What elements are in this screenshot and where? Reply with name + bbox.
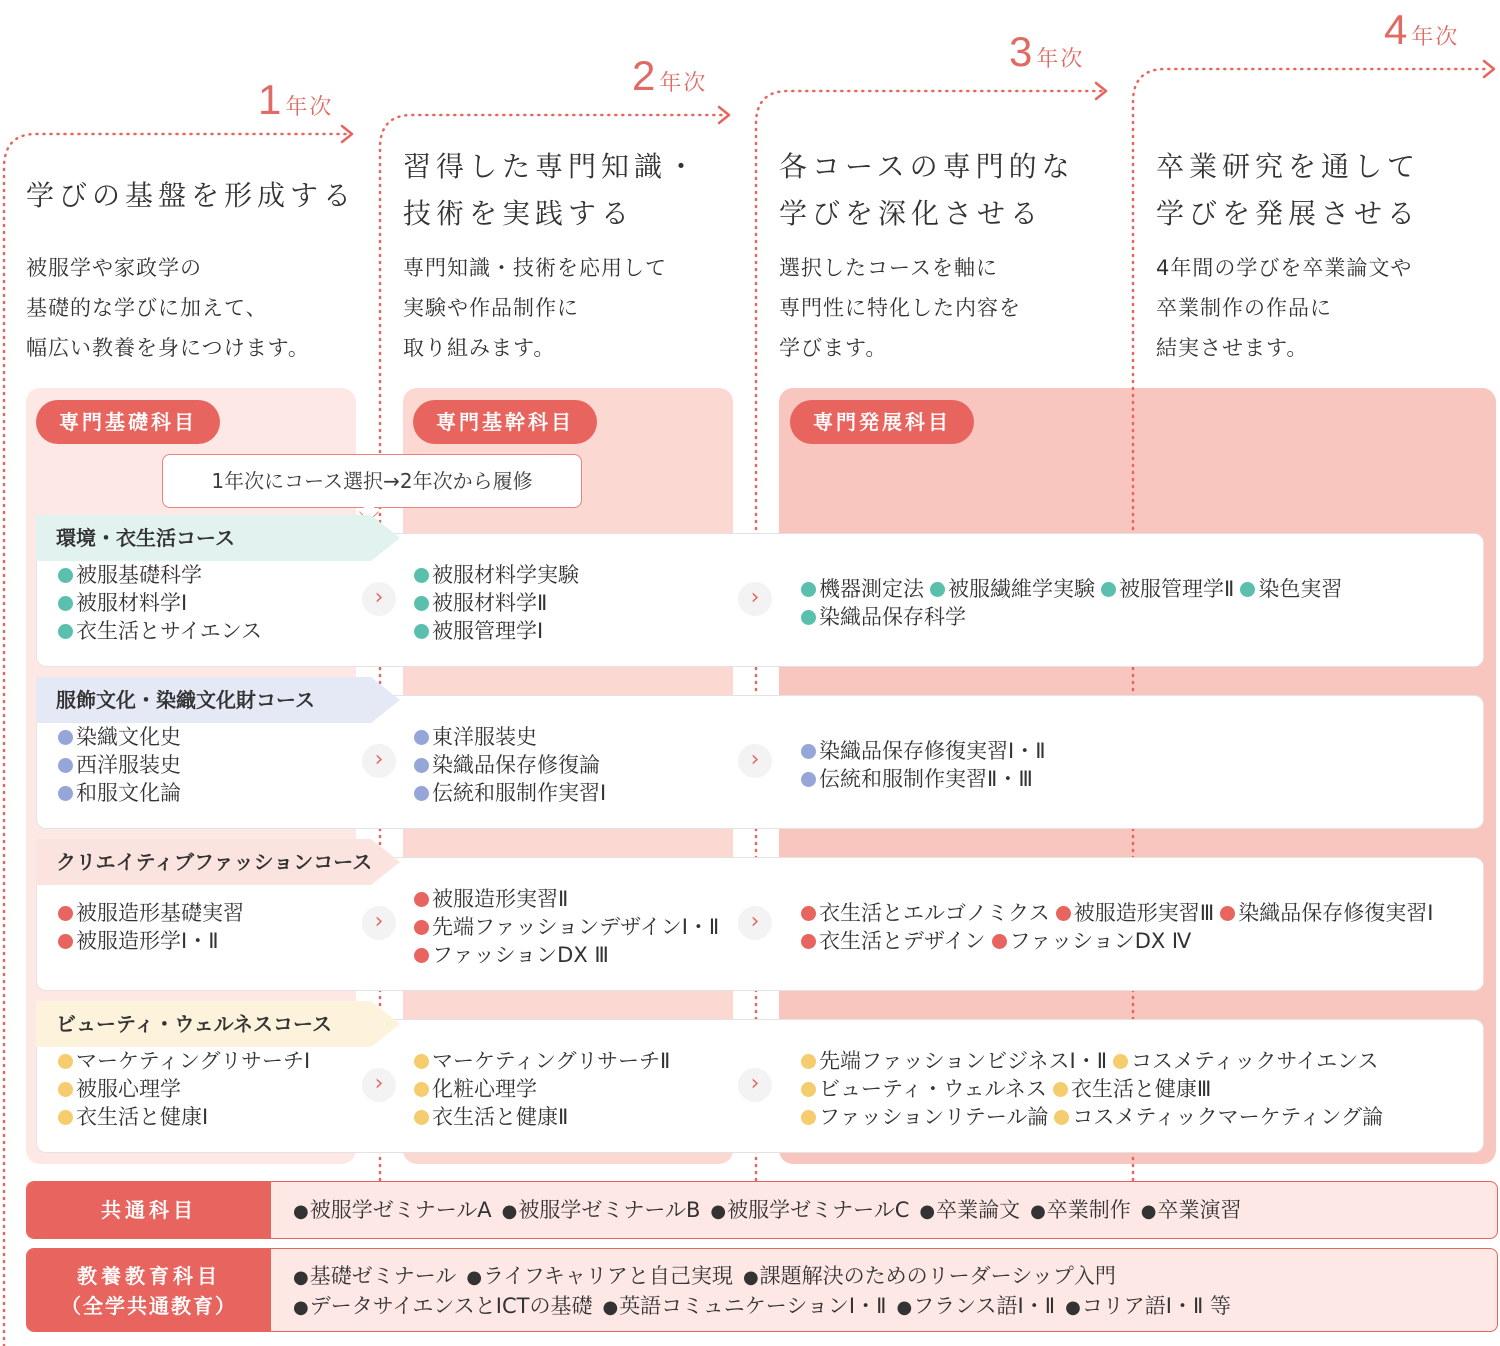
year-3-4-subjects <box>801 899 1439 955</box>
course-subject <box>414 885 719 913</box>
subject-label: 和服文化論 <box>76 781 181 805</box>
bullet-dot-icon: ● <box>742 1267 759 1288</box>
heading-line: 習得した専門知識・ <box>403 150 701 183</box>
course-subject <box>801 767 1033 791</box>
subject-item <box>466 1264 733 1288</box>
subject-label: マーケティングリサーチⅠ <box>76 1049 311 1073</box>
bullet-dot-icon <box>414 1082 429 1097</box>
course-subject <box>58 723 181 751</box>
subject-line <box>801 899 1439 927</box>
year-label-2 <box>632 52 707 100</box>
subject-label: フランス語Ⅰ・Ⅱ <box>913 1294 1056 1318</box>
next-year-arrow-icon: › <box>362 582 396 616</box>
course-subject <box>801 739 1046 763</box>
year-unit: 年次 <box>1036 47 1085 72</box>
subject-label: 被服管理学Ⅰ <box>432 619 544 643</box>
bullet-dot-icon <box>801 772 816 787</box>
subject-item <box>1030 1198 1131 1222</box>
subject-label: 染織品保存修復実習Ⅰ・Ⅱ <box>819 739 1046 763</box>
subject-label: 機器測定法 <box>819 577 924 601</box>
course-subject <box>414 1103 670 1131</box>
desc-line: 取り組みます。 <box>403 336 556 360</box>
subject-line <box>801 575 1348 603</box>
subject-item <box>293 1264 456 1288</box>
year-3-4-subjects <box>801 1047 1389 1131</box>
bullet-dot-icon <box>58 568 73 583</box>
year-2-subjects <box>414 723 606 807</box>
course-subject <box>414 913 719 941</box>
course-subject <box>58 779 181 807</box>
subject-label: 先端ファッションビジネスⅠ・Ⅱ <box>819 1049 1108 1073</box>
common-subjects-list <box>293 1182 1252 1239</box>
subject-item <box>743 1264 1116 1288</box>
common-subjects-label: 共通科目 <box>27 1182 271 1238</box>
heading-line: 学びの基盤を形成する <box>26 179 357 212</box>
stage-2-heading <box>403 143 700 237</box>
course-subject <box>801 1077 1047 1101</box>
subject-label: 西洋服装史 <box>76 753 181 777</box>
next-stage-arrow-icon: › <box>738 1068 772 1102</box>
category-core-pill: 専門基幹科目 <box>413 400 597 444</box>
next-stage-arrow-icon: › <box>738 744 772 778</box>
desc-line: 4年間の学びを卒業論文や <box>1156 256 1413 280</box>
subject-item <box>1065 1294 1231 1318</box>
subject-label: 染色実習 <box>1258 577 1343 601</box>
subject-label: データサイエンスとICTの基礎 <box>309 1294 593 1318</box>
liberal-arts-label <box>27 1249 271 1331</box>
subject-label: 衣生活とサイエンス <box>76 619 263 643</box>
heading-line: 卒業研究を通して <box>1156 150 1421 183</box>
bullet-dot-icon <box>58 934 73 949</box>
course-name: クリエイティブファッションコース <box>56 850 373 874</box>
course-name: 服飾文化・染織文化財コース <box>56 688 315 712</box>
subject-label: 基礎ゼミナール <box>309 1264 457 1288</box>
bullet-dot-icon <box>58 596 73 611</box>
subject-label: 被服材料学Ⅱ <box>432 591 548 615</box>
bullet-dot-icon: ● <box>1030 1201 1046 1222</box>
bullet-dot-icon <box>414 730 429 745</box>
subject-item <box>1141 1198 1242 1222</box>
bullet-dot-icon <box>414 1054 429 1069</box>
subject-label: コリア語Ⅰ・Ⅱ 等 <box>1081 1294 1232 1318</box>
subject-label: 衣生活と健康Ⅰ <box>76 1105 209 1129</box>
year-number: 4 <box>1384 6 1408 53</box>
bullet-dot-icon <box>414 624 429 639</box>
bullet-dot-icon: ● <box>293 1201 309 1222</box>
bullet-dot-icon: ● <box>919 1201 936 1222</box>
subject-item <box>293 1198 492 1222</box>
course-subject <box>58 751 181 779</box>
course-subject <box>58 589 262 617</box>
bullet-dot-icon <box>1240 582 1255 597</box>
subject-label: 染織品保存修復実習Ⅰ <box>1238 901 1434 925</box>
bullet-dot-icon <box>1054 1110 1069 1125</box>
next-stage-arrow-icon: › <box>738 582 772 616</box>
bullet-dot-icon <box>58 1110 73 1125</box>
course-subject <box>414 779 606 807</box>
course-subject <box>58 1047 310 1075</box>
year-3-4-subjects <box>801 737 1052 793</box>
year-1-subjects <box>58 723 181 807</box>
bullet-dot-icon <box>414 920 429 935</box>
subject-item <box>502 1198 701 1222</box>
course-row <box>36 515 1484 667</box>
subject-label: 染織品保存科学 <box>819 605 966 629</box>
course-row <box>36 839 1484 991</box>
heading-line: 技術を実践する <box>403 197 635 230</box>
bullet-dot-icon <box>801 610 816 625</box>
subject-label: 東洋服装史 <box>432 725 537 749</box>
desc-line: 被服学や家政学の <box>26 256 202 280</box>
bullet-dot-icon <box>58 624 73 639</box>
bullet-dot-icon: ● <box>293 1267 309 1288</box>
desc-line: 卒業制作の作品に <box>1156 296 1332 320</box>
year-1-subjects <box>58 899 244 955</box>
subject-label: 被服基礎科学 <box>76 563 202 587</box>
next-stage-arrow-icon: › <box>738 906 772 940</box>
year-label-1 <box>258 76 333 124</box>
year-1-subjects <box>58 1047 310 1131</box>
desc-line: 選択したコースを軸に <box>779 256 998 280</box>
subject-label: 被服管理学Ⅱ <box>1119 577 1235 601</box>
course-subject <box>414 589 579 617</box>
course-subject <box>414 561 579 589</box>
liberal-arts-label-line: （全学共通教育） <box>61 1294 237 1318</box>
desc-line: 専門性に特化した内容を <box>779 296 1021 320</box>
bullet-dot-icon <box>930 582 945 597</box>
course-subject <box>1054 1105 1383 1129</box>
course-subject <box>58 561 262 589</box>
course-subject <box>992 929 1192 953</box>
desc-line: 学びます。 <box>779 336 888 360</box>
bullet-dot-icon <box>414 568 429 583</box>
stage-4-description <box>1156 248 1412 368</box>
subject-line <box>801 1047 1389 1075</box>
bullet-dot-icon <box>801 934 816 949</box>
subject-label: 被服学ゼミナールA <box>309 1198 492 1222</box>
subject-label: ライフキャリアと自己実現 <box>483 1264 733 1288</box>
stage-2-description <box>403 248 667 368</box>
bullet-dot-icon <box>414 596 429 611</box>
bullet-dot-icon <box>801 744 816 759</box>
bullet-dot-icon <box>1053 1082 1068 1097</box>
course-subject <box>58 927 244 955</box>
category-foundation-pill: 専門基礎科目 <box>36 400 220 444</box>
subject-line <box>293 1292 1241 1322</box>
subject-item <box>919 1198 1020 1222</box>
bullet-dot-icon: ● <box>896 1297 913 1318</box>
subject-label: 先端ファッションデザインⅠ・Ⅱ <box>432 915 720 939</box>
subject-item <box>293 1294 592 1318</box>
course-subject <box>414 941 719 969</box>
course-row <box>36 1001 1484 1153</box>
next-year-arrow-icon: › <box>362 744 396 778</box>
stage-3-description <box>779 248 1021 368</box>
bullet-dot-icon <box>414 758 429 773</box>
course-subject <box>930 577 1095 601</box>
year-1-subjects <box>58 561 262 645</box>
course-row <box>36 677 1484 829</box>
bullet-dot-icon <box>992 934 1007 949</box>
subject-label: ファッションDX Ⅳ <box>1009 929 1192 953</box>
bullet-dot-icon: ● <box>602 1297 619 1318</box>
stage-4-heading <box>1156 143 1420 237</box>
bullet-dot-icon <box>414 1110 429 1125</box>
desc-line: 実験や作品制作に <box>403 296 579 320</box>
bullet-dot-icon <box>801 906 816 921</box>
subject-label: 被服材料学実験 <box>432 563 579 587</box>
course-subject <box>58 1075 310 1103</box>
heading-line: 学びを深化させる <box>779 197 1044 230</box>
course-name: ビューティ・ウェルネスコース <box>56 1012 332 1036</box>
liberal-arts-band <box>26 1248 1498 1332</box>
course-subject <box>801 929 986 953</box>
course-subject <box>801 577 924 601</box>
subject-label: ファッションDX Ⅲ <box>432 943 609 967</box>
year-number: 3 <box>1009 28 1033 75</box>
subject-label: マーケティングリサーチⅡ <box>432 1049 671 1073</box>
subject-label: 染織文化史 <box>76 725 181 749</box>
bullet-dot-icon: ● <box>710 1201 727 1222</box>
course-subject <box>801 1049 1107 1073</box>
course-subject <box>1056 901 1214 925</box>
subject-label: 被服材料学Ⅰ <box>76 591 188 615</box>
subject-label: 被服学ゼミナールC <box>727 1198 910 1222</box>
year-label-3 <box>1009 28 1084 76</box>
bullet-dot-icon <box>58 1054 73 1069</box>
bullet-dot-icon <box>1101 582 1116 597</box>
course-subject <box>414 617 579 645</box>
course-subject <box>414 1047 670 1075</box>
subject-label: 被服学ゼミナールB <box>518 1198 701 1222</box>
year-2-subjects <box>414 561 579 645</box>
year-2-subjects <box>414 885 719 969</box>
bullet-dot-icon <box>801 1082 816 1097</box>
course-name: 環境・衣生活コース <box>56 526 235 550</box>
subject-label: 卒業制作 <box>1046 1198 1131 1222</box>
subject-label: コスメティックマーケティング論 <box>1072 1105 1384 1129</box>
bullet-dot-icon <box>801 1110 816 1125</box>
course-subject <box>1113 1049 1378 1073</box>
subject-line <box>801 737 1052 765</box>
course-subject <box>58 1103 310 1131</box>
subject-line <box>801 927 1439 955</box>
bullet-dot-icon <box>414 786 429 801</box>
bullet-dot-icon <box>1220 906 1235 921</box>
course-subject <box>801 1105 1048 1129</box>
next-year-arrow-icon: › <box>362 1068 396 1102</box>
course-subject <box>414 723 606 751</box>
desc-line: 専門知識・技術を応用して <box>403 256 667 280</box>
subject-label: 染織品保存修復論 <box>432 753 600 777</box>
year-3-4-subjects <box>801 575 1348 631</box>
subject-line <box>801 765 1052 793</box>
subject-item <box>896 1294 1055 1318</box>
subject-label: 衣生活と健康Ⅲ <box>1070 1077 1212 1101</box>
subject-label: 被服心理学 <box>76 1077 181 1101</box>
year-unit: 年次 <box>1411 25 1460 50</box>
bullet-dot-icon <box>414 892 429 907</box>
bullet-dot-icon <box>801 582 816 597</box>
bullet-dot-icon: ● <box>1065 1297 1081 1318</box>
year-unit: 年次 <box>659 71 708 96</box>
stage-1-description <box>26 248 310 368</box>
desc-line: 結実させます。 <box>1156 336 1309 360</box>
bullet-dot-icon <box>58 730 73 745</box>
bullet-dot-icon <box>1113 1054 1128 1069</box>
course-subject <box>414 751 606 779</box>
year-number: 2 <box>632 52 656 99</box>
bullet-dot-icon <box>414 948 429 963</box>
course-subject <box>801 605 966 629</box>
course-subject <box>801 901 1050 925</box>
subject-label: 被服造形実習Ⅱ <box>432 887 569 911</box>
course-subject <box>1101 577 1234 601</box>
heading-line: 学びを発展させる <box>1156 197 1421 230</box>
year-unit: 年次 <box>285 95 334 120</box>
subject-label: 卒業演習 <box>1157 1198 1242 1222</box>
subject-label: 被服造形基礎実習 <box>76 901 244 925</box>
bullet-dot-icon <box>58 758 73 773</box>
bullet-dot-icon <box>58 1082 73 1097</box>
bullet-dot-icon: ● <box>466 1267 483 1288</box>
bullet-dot-icon: ● <box>293 1297 309 1318</box>
course-subject <box>414 1075 670 1103</box>
subject-label: 化粧心理学 <box>432 1077 537 1101</box>
bullet-dot-icon <box>58 786 73 801</box>
bullet-dot-icon: ● <box>501 1201 518 1222</box>
desc-line: 幅広い教養を身につけます。 <box>26 336 310 360</box>
bullet-dot-icon <box>58 906 73 921</box>
subject-label: 被服繊維学実験 <box>948 577 1095 601</box>
liberal-arts-label-line: 教養教育科目 <box>77 1264 221 1288</box>
next-year-arrow-icon: › <box>362 906 396 940</box>
year-number: 1 <box>258 76 282 123</box>
stage-1-heading <box>26 172 356 219</box>
category-advanced-pill: 専門発展科目 <box>790 400 974 444</box>
subject-label: コスメティックサイエンス <box>1131 1049 1379 1073</box>
bullet-dot-icon <box>801 1054 816 1069</box>
subject-label: 被服造形学Ⅰ・Ⅱ <box>76 929 219 953</box>
year-2-subjects <box>414 1047 670 1131</box>
course-selection-callout: 1年次にコース選択→2年次から履修 <box>162 454 582 508</box>
course-subject <box>1240 577 1342 601</box>
year-label-4 <box>1384 6 1459 54</box>
subject-label: 被服造形実習Ⅲ <box>1073 901 1215 925</box>
subject-label: 英語コミュニケーションⅠ・Ⅱ <box>619 1294 887 1318</box>
liberal-arts-list <box>293 1262 1241 1322</box>
stage-3-heading <box>779 143 1075 237</box>
subject-label: 衣生活とエルゴノミクス <box>819 901 1050 925</box>
bullet-dot-icon: ● <box>1140 1201 1157 1222</box>
subject-line <box>801 603 1348 631</box>
desc-line: 基礎的な学びに加えて、 <box>26 296 268 320</box>
subject-label: ビューティ・ウェルネス <box>819 1077 1047 1101</box>
subject-item <box>602 1294 886 1318</box>
course-subject <box>1220 901 1433 925</box>
subject-line <box>293 1262 1241 1292</box>
course-subject <box>58 899 244 927</box>
subject-label: 伝統和服制作実習Ⅱ・Ⅲ <box>819 767 1033 791</box>
subject-line <box>801 1103 1389 1131</box>
subject-label: 課題解決のためのリーダーシップ入門 <box>759 1264 1116 1288</box>
subject-label: 卒業論文 <box>936 1198 1021 1222</box>
subject-label: ファッションリテール論 <box>819 1105 1049 1129</box>
subject-line <box>801 1075 1389 1103</box>
course-subject <box>58 617 262 645</box>
common-subjects-band <box>26 1181 1498 1239</box>
subject-label: 伝統和服制作実習Ⅰ <box>432 781 607 805</box>
subject-label: 衣生活と健康Ⅱ <box>432 1105 569 1129</box>
heading-line: 各コースの専門的な <box>779 150 1075 183</box>
course-subject <box>1053 1077 1211 1101</box>
subject-label: 衣生活とデザイン <box>819 929 986 953</box>
subject-item <box>710 1198 909 1222</box>
bullet-dot-icon <box>1056 906 1071 921</box>
